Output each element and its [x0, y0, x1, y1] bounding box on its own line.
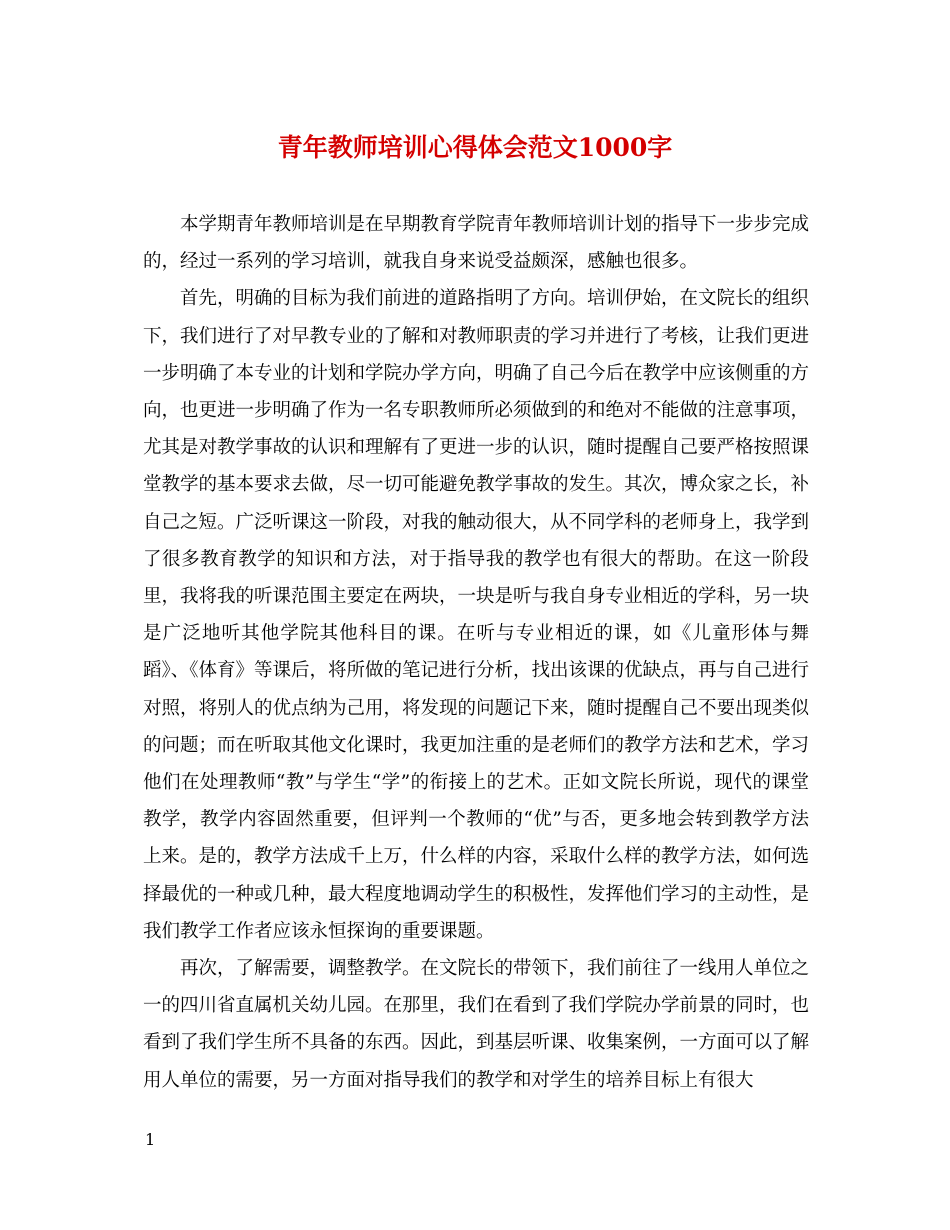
paragraph-intro: 本学期青年教师培训是在早期教育学院青年教师培训计划的指导下一步步完成的，经过一系列的学习培训，就我自身来说受益颇深，感触也很多。 — [143, 214, 810, 273]
paragraph-first-second: 首先，明确的目标为我们前进的道路指明了方向。培训伊始，在文院长的组织下，我们进行了对早教专业的了解和对教师职责的学习并进行了考核，让我们更进一步明确了本专业的计划和学院办学方向，明确了自己今后在教学中应该侧重的方向，也更进一步明确了作为一名专职教师所必须做到的和绝对不能做的注意事项，尤其是对教学事故的认识和理解有了更进一步的认识，随时提醒自己要严格按照课堂教学的基本要求去做，尽一切可能避免教学事故的发生。其次，博众家之长，补自己之短。广泛听课这一阶段，对我的触动很大，从不同学科的老师身上，我学到了很多教育教学的知识和方法，对于指导我的教学也有很大的帮助。在这一阶段里，我将我的听课范围主要定在两块，一块是听与我自身专业相近的学科，另一块是广泛地听其他学院其他科目的课。在听与专业相近的课，如《儿童形体与舞蹈》、《体育》等课后，将所做的笔记进行分析，找出该课的优缺点，再与自己进行对照，将别人的优点纳为己用，将发现的问题记下来，随时提醒自己不要出现类似的问题；而在听取其他文化课时，我更加注重的是老师们的教学方法和艺术，学习他们在处理教师“教”与学生“学”的衔接上的艺术。正如文院长所说，现代的课堂教学，教学内容固然重要，但评判一个教师的“优”与否，更多地会转到教学方法上来。是的，教学方法成千上万，什么样的内容，采取什么样的教学方法，如何选择最优的一种或几种，最大程度地调动学生的积极性，发挥他们学习的主动性，是我们教学工作者应该永恒探询的重要课题。 — [143, 288, 810, 942]
paragraph-third: 再次，了解需要，调整教学。在文院长的带领下，我们前往了一线用人单位之一的四川省直属机关幼儿园。在那里，我们在看到了我们学院办学前景的同时，也看到了我们学生所不具备的东西。因此，到基层听课、收集案例，一方面可以了解用人单位的需要，另一方面对指导我们的教学和对学生的培养目标上有很大 — [143, 958, 810, 1091]
document-body — [143, 206, 809, 1099]
document-title: 青年教师培训心得体会范文1000字 — [277, 133, 673, 162]
page-number: 1 — [145, 1130, 156, 1149]
